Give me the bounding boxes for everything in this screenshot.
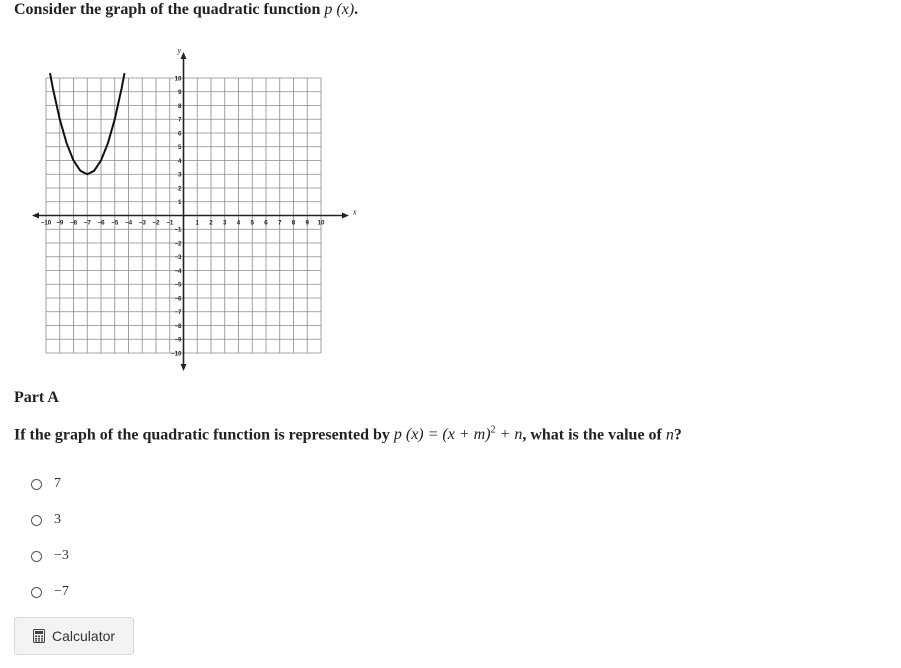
x-axis-arrow [342, 213, 349, 219]
radio-button[interactable] [31, 515, 42, 526]
x-tick-label: 7 [278, 219, 282, 227]
prompt-text: Consider the graph of the quadratic function [14, 1, 321, 18]
y-tick-label: −1 [174, 226, 182, 234]
y-tick-label: −5 [174, 281, 182, 289]
part-label: Part A [14, 389, 59, 406]
x-tick-label: 6 [264, 219, 268, 227]
x-tick-label: −3 [138, 219, 146, 227]
question-text-end: ? [673, 426, 682, 444]
calculator-icon [33, 629, 45, 643]
y-axis-label: y [177, 46, 182, 55]
question-equation [394, 426, 522, 443]
y-tick-label: 9 [178, 89, 182, 97]
y-tick-label: 1 [178, 199, 182, 207]
y-tick-label: 8 [178, 102, 182, 110]
radio-button[interactable] [31, 479, 42, 490]
x-axis-arrow-left [32, 213, 39, 219]
choice-4[interactable] [31, 574, 69, 610]
equation-exponent: 2 [490, 425, 496, 436]
y-tick-label: 5 [178, 144, 182, 152]
radio-button[interactable] [31, 551, 42, 562]
radio-button[interactable] [31, 587, 42, 598]
x-tick-label: −6 [97, 219, 105, 227]
x-tick-label: −7 [83, 219, 91, 227]
y-axis-arrow [181, 52, 187, 59]
x-tick-label: −9 [56, 219, 64, 227]
x-tick-label: 10 [317, 219, 325, 227]
x-tick-label: −5 [111, 219, 119, 227]
x-tick-label: −2 [152, 219, 160, 227]
y-tick-label: 7 [178, 116, 182, 124]
equation-lhs: p (x) = (x + m) [393, 426, 491, 444]
choice-3[interactable] [31, 538, 69, 574]
x-tick-label: 3 [223, 219, 227, 227]
choice-label: 7 [54, 476, 61, 491]
choice-2[interactable] [31, 502, 69, 538]
y-tick-label: −2 [174, 240, 182, 248]
question-text-mid: , what is the value of [522, 426, 662, 444]
x-tick-label: −4 [124, 219, 133, 227]
y-tick-label: −10 [171, 350, 182, 358]
y-tick-label: 3 [178, 171, 182, 179]
calculator-label: Calculator [52, 628, 116, 644]
y-tick-label: 4 [178, 157, 182, 165]
choice-1[interactable] [31, 466, 69, 502]
x-tick-label: 5 [250, 219, 254, 227]
x-tick-label: −1 [166, 219, 174, 227]
question-prompt [14, 0, 358, 20]
x-tick-label: −10 [40, 219, 52, 227]
question-text-before: If the graph of the quadratic function is represented by [14, 426, 390, 444]
choice-label: −3 [54, 548, 69, 563]
question-variable: n [665, 426, 674, 444]
x-tick-label: 8 [291, 219, 296, 227]
x-tick-label: −8 [69, 219, 78, 227]
quadratic-graph [30, 42, 360, 374]
y-tick-label: 10 [174, 75, 182, 83]
y-tick-label: −7 [174, 309, 182, 317]
x-tick-label: 2 [209, 219, 213, 227]
prompt-function: p (x) [324, 1, 355, 18]
prompt-period: . [354, 1, 359, 18]
y-tick-label: 6 [178, 130, 182, 138]
x-tick-label: 9 [305, 219, 309, 227]
x-tick-label: 1 [195, 219, 199, 227]
y-tick-label: −4 [174, 267, 182, 275]
x-axis-label: x [353, 207, 357, 217]
answer-choices [31, 466, 69, 610]
choice-label: 3 [54, 512, 61, 527]
y-tick-label: −3 [174, 254, 182, 262]
equation-rhs: + n [495, 426, 523, 444]
y-tick-label: −8 [174, 322, 182, 330]
question-text [14, 420, 682, 446]
axes [32, 52, 349, 371]
y-axis-arrow-down [181, 364, 187, 371]
y-tick-label: −9 [174, 336, 182, 344]
calculator-button[interactable] [14, 617, 134, 655]
y-tick-label: −6 [174, 295, 182, 303]
y-tick-label: 2 [178, 185, 182, 193]
x-tick-label: 4 [236, 219, 241, 227]
choice-label: −7 [54, 584, 69, 599]
